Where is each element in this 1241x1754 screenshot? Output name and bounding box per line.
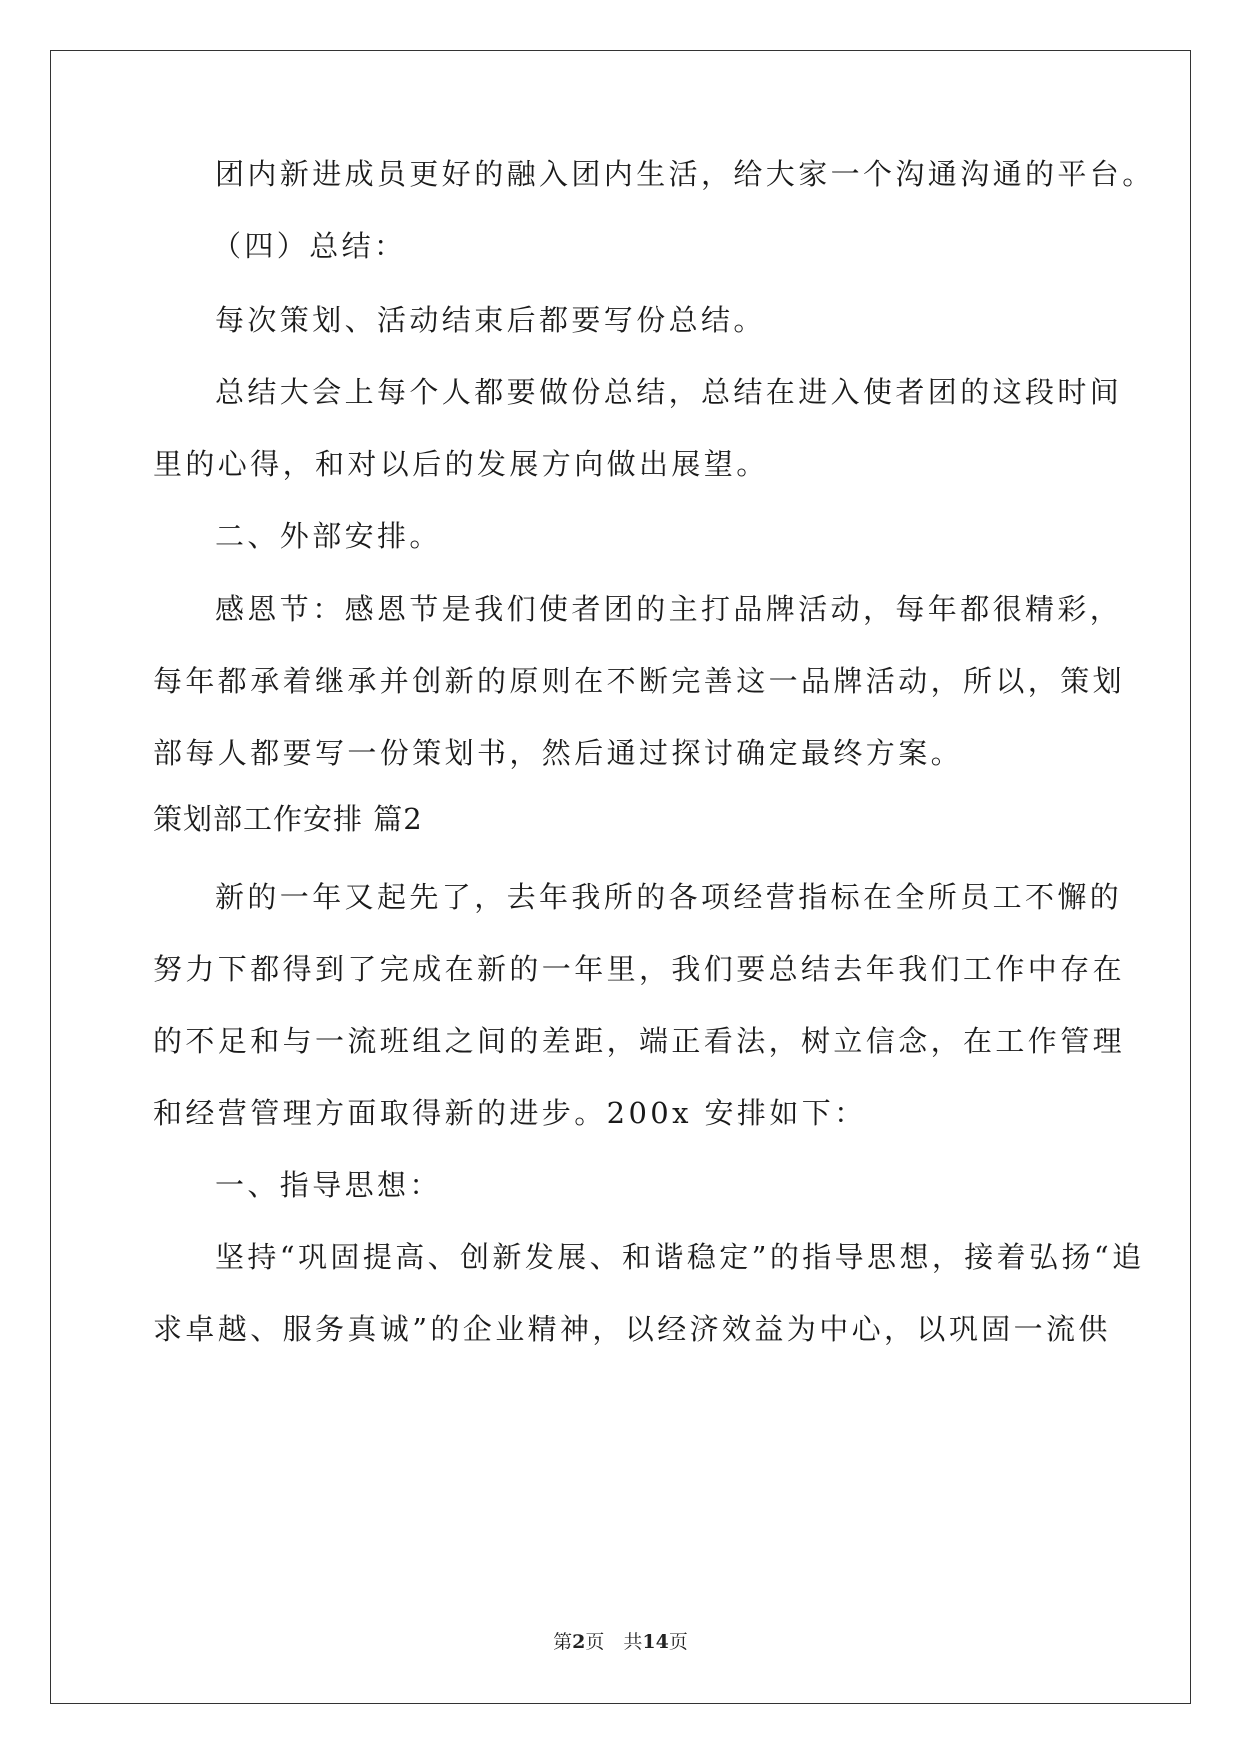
text-line: 感恩节：感恩节是我们使者团的主打品牌活动，每年都很精彩，: [215, 592, 1123, 626]
text-line: 团内新进成员更好的融入团内生活，给大家一个沟通沟通的平台。: [215, 157, 1155, 191]
text-line: 求卓越、服务真诚”的企业精神，以经济效益为中心，以巩固一流供: [153, 1312, 1111, 1346]
text-line: 每次策划、活动结束后都要写份总结。: [215, 303, 766, 337]
page-border: [50, 50, 1191, 1704]
text-line: 每年都承着继承并创新的原则在不断完善这一品牌活动，所以，策划: [153, 664, 1126, 698]
current-page-number: 2: [572, 1631, 586, 1653]
text-line: 总结大会上每个人都要做份总结，总结在进入使者团的这段时间: [215, 375, 1123, 409]
text-line: 和经营管理方面取得新的进步。200x 安排如下：: [153, 1096, 867, 1130]
footer-mid: 页 共: [585, 1631, 643, 1653]
text-line: 的不足和与一流班组之间的差距，端正看法，树立信念，在工作管理: [153, 1024, 1126, 1058]
total-page-count: 14: [642, 1631, 669, 1653]
text-line: 部每人都要写一份策划书，然后通过探讨确定最终方案。: [153, 736, 964, 770]
text-line: 一、指导思想：: [215, 1168, 442, 1202]
text-line: （四）总结：: [212, 229, 407, 263]
text-line: 里的心得，和对以后的发展方向做出展望。: [153, 447, 769, 481]
footer-prefix: 第: [553, 1631, 573, 1653]
text-line: 二、外部安排。: [215, 519, 442, 553]
text-line: 坚持“巩固提高、创新发展、和谐稳定”的指导思想，接着弘扬“追: [215, 1240, 1145, 1274]
text-line: 新的一年又起先了，去年我所的各项经营指标在全所员工不懈的: [215, 880, 1123, 914]
section-heading: 策划部工作安排 篇2: [153, 802, 423, 836]
text-line: 努力下都得到了完成在新的一年里，我们要总结去年我们工作中存在: [153, 952, 1126, 986]
page-footer: [0, 1627, 1241, 1654]
footer-suffix: 页: [668, 1631, 688, 1653]
